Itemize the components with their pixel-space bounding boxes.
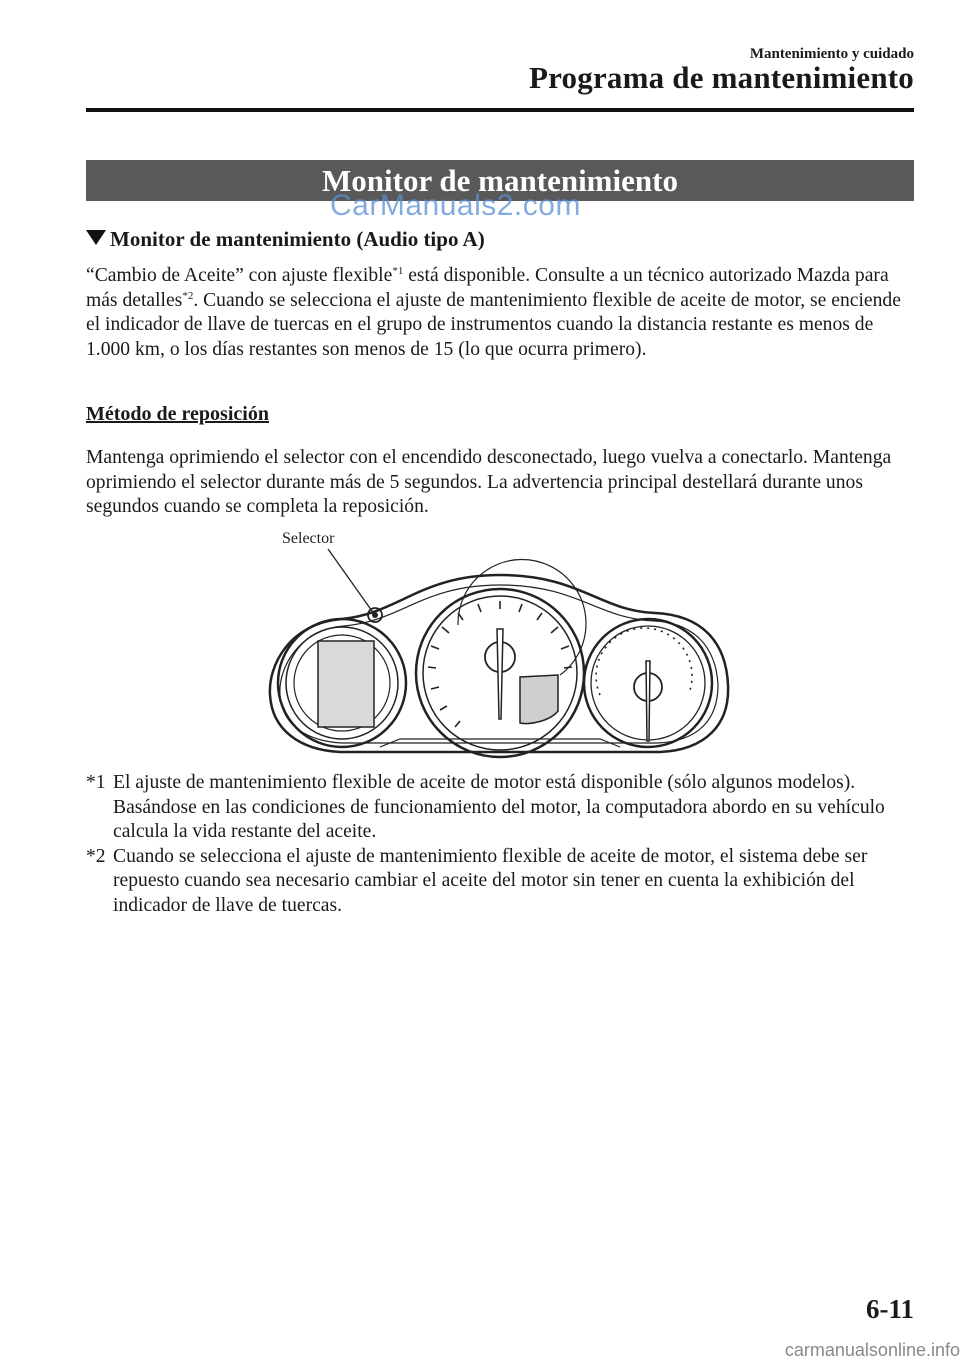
selector-callout-label: Selector <box>282 530 335 547</box>
footnote-mark: *1 <box>86 772 106 793</box>
selector-callout-line <box>328 549 372 611</box>
instrument-cluster-illustration <box>260 525 740 760</box>
section-name: Mantenimiento y cuidado <box>749 46 914 62</box>
center-gauge <box>416 560 586 757</box>
paragraph-text: está disponible. Consulte a un técnico autorizado Mazda para más detalles <box>86 265 889 311</box>
triangle-bullet-icon <box>86 230 106 245</box>
footnote-text: Cuando se selecciona el ajuste de mantenimiento flexible de aceite de motor, el sistema debe ser repuesto cuando sea necesario cambiar el aceite del motor sin tener en cuenta la exhibición del indicador de llave de tuercas. <box>113 845 868 916</box>
left-gauge <box>278 619 406 747</box>
section-banner: Monitor de mantenimiento <box>86 160 914 201</box>
subsection-heading <box>86 227 485 252</box>
header-rule <box>86 108 914 112</box>
subsection-heading-text: Monitor de mantenimiento (Audio tipo A) <box>110 227 485 251</box>
method-paragraph: Mantenga oprimiendo el selector con el encendido desconectado, luego vuelva a conectarlo. Mantenga oprimiendo el selector durante más de 5 segundos. La advertencia principal destellará durante unos segundos cuando se completa la reposición. <box>86 447 892 517</box>
page-number: 6-11 <box>865 1294 914 1324</box>
method-heading: Método de reposición <box>86 403 269 425</box>
paragraph-text: “Cambio de Aceite” con ajuste flexible <box>86 265 393 286</box>
paragraph-text: . Cuando se selecciona el ajuste de mantenimiento flexible de aceite de motor, se enciende el indicador de llave de tuercas en el grupo de instrumentos cuando la distancia restante es menos de 1.000 km, o los días restantes son menos de 15 (lo que ocurra primero). <box>86 289 901 360</box>
footnote-1 <box>86 771 918 845</box>
footer-site-link[interactable]: carmanualsonline.info <box>784 1340 960 1360</box>
footnote-ref-2: *2 <box>182 289 194 302</box>
footnotes <box>86 771 918 918</box>
footnote-ref-1: *1 <box>392 265 404 277</box>
footnote-text: El ajuste de mantenimiento flexible de aceite de motor está disponible (sólo algunos modelos). Basándose en las condiciones de funcionamiento del motor, la computadora abordo en su vehículo calcula la vida restante del aceite. <box>113 772 885 842</box>
right-gauge <box>584 619 712 747</box>
intro-paragraph <box>86 264 918 362</box>
watermark: CarManuals2.com <box>330 189 581 222</box>
footnote-mark: *2 <box>86 845 106 867</box>
footnote-2 <box>86 845 918 919</box>
page-title: Programa de mantenimiento <box>529 60 914 95</box>
